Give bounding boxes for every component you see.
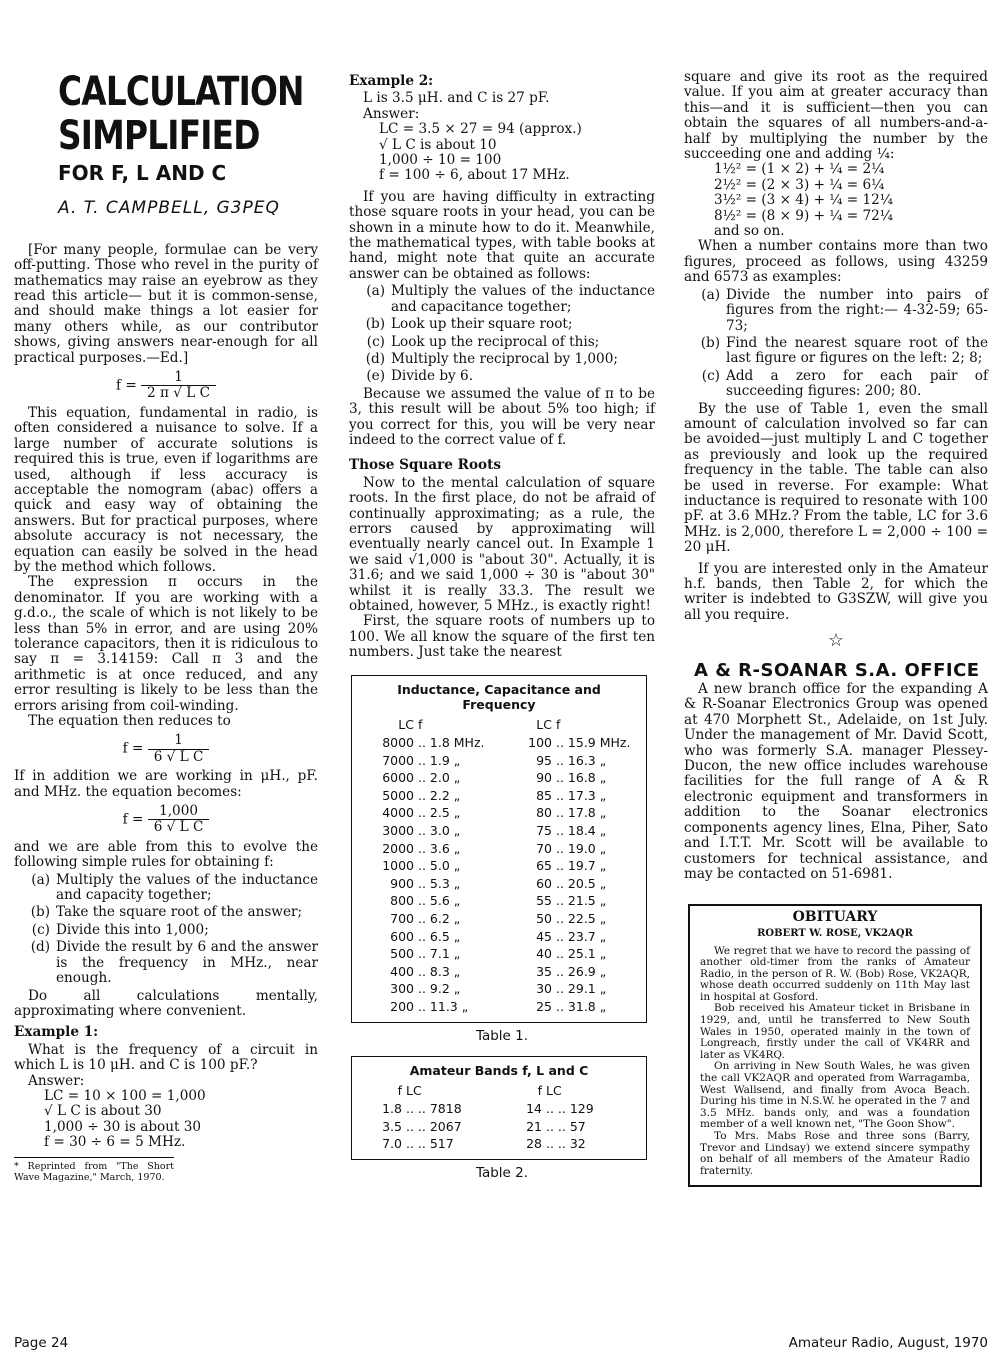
table-cell: 7000	[382, 752, 414, 768]
column-2	[349, 74, 655, 1181]
table-cell: 1000	[382, 858, 414, 874]
table-cell: .. 8.3 „	[418, 963, 461, 979]
author: A. T. CAMPBELL, G3PEQ	[58, 198, 280, 219]
table-cell: .. 2.5 „	[418, 805, 461, 821]
formula-1	[14, 370, 318, 402]
table-cell: 75	[536, 823, 552, 838]
table-row	[360, 998, 638, 1016]
list-item: (c) Add a zero for each pair of succeeding figures: 200; 80.	[701, 367, 988, 400]
table-cell: .. 7.1 „	[418, 946, 461, 962]
table-row	[360, 769, 638, 787]
squares-list: 1½² = (1 × 2) + ¼ = 2¼ 2½² = (2 × 3) + ¼ = 6¼ 3½² = (3 × 4) + ¼ = 12¼ 8½² = (8 × 9) + ¼ = 72¼ and so on.	[714, 161, 893, 240]
table-row	[360, 1135, 638, 1153]
table-cell: 7.0	[382, 1136, 402, 1152]
table-cell: .. 1.9 „	[418, 752, 461, 768]
paragraph: Now to the mental calculation of square roots. In the first place, do not be afraid of continually approximating; as a rule, the errors caused by approximating will eventually nearly cancel out. In Example 1 we said √1,000 is "about 30". Actually, it is 31.6; and we said 1,000 ÷ 30 is "about 30" whilst it is really 33.3. The result we obtained, however, 5 MHz., is exactly right!	[349, 474, 655, 614]
table-cell: 3.5	[382, 1118, 402, 1134]
table-cell: .. 2.0 „	[418, 770, 461, 786]
table-cell: .. 20.5 „	[556, 875, 607, 891]
table-cell: .. .. 517	[406, 1136, 454, 1152]
table-2-caption: Table 2.	[475, 1164, 529, 1181]
formula-1-denominator: 2 π √ L C	[147, 385, 211, 402]
table-cell: 4000	[382, 805, 414, 821]
list-item: (d) Divide the result by 6 and the answer is the frequency in MHz., near enough.	[30, 939, 318, 987]
paragraph: The expression π occurs in the denominator. If you are working with a g.d.o., the scale of which is not likely to be less than 5% in error, and are using 20% tolerance capacitors, then it is ridiculous to say π = 3.14159: Call π 3 and the arithmetic is at once reduced, and any error resulting is likely to be less than the errors arising from coil-winding.	[14, 574, 318, 714]
table-row	[360, 1118, 638, 1136]
table-row	[360, 1100, 638, 1118]
table-cell: .. 16.8 „	[556, 770, 607, 786]
table-1-caption: Table 1.	[475, 1027, 529, 1044]
table-cell: 45	[536, 928, 552, 944]
table-cell: 95	[536, 752, 552, 768]
table-2-header: f LC f LC	[397, 1083, 562, 1099]
table-cell: 400	[390, 963, 414, 979]
table-cell: 90	[536, 770, 552, 786]
table-cell: .. 18.4 „	[556, 823, 607, 838]
page-number: Page 24	[14, 1335, 69, 1351]
table-row	[360, 945, 638, 963]
table-2	[351, 1056, 647, 1160]
table-cell: 8000	[382, 735, 414, 751]
table-cell: 200	[390, 998, 414, 1014]
list-item: (c) Look up the reciprocal of this;	[366, 333, 600, 350]
paragraph: If you are having difficulty in extracting those square roots in your head, you can be shown in a minute how to do it. Meanwhile, the mathematical types, with table books at hand, might note that quite an accurate answer can be obtained as follows:	[349, 188, 655, 282]
list-item: (a) Divide the number into pairs of figures from the right:— 4-32-59; 65-73;	[701, 286, 988, 334]
formula-2-denominator: 6 √ L C	[153, 748, 204, 765]
list-item: (d) Multiply the reciprocal by 1,000;	[365, 350, 618, 367]
table-cell: .. 31.8 „	[556, 998, 607, 1014]
table-cell: .. 2.2 „	[418, 787, 461, 803]
formula-2-lhs: f =	[122, 740, 144, 757]
table-cell: 65	[536, 858, 552, 874]
table-cell: .. .. 2067	[406, 1118, 462, 1134]
paragraph: The equation then reduces to	[28, 713, 231, 729]
table-2-title: Amateur Bands f, L and C	[409, 1062, 589, 1078]
table-1-title: Inductance, Capacitance and Frequency	[397, 681, 601, 713]
table-cell: .. 17.3 „	[556, 787, 607, 803]
example-2-calculation: LC = 3.5 × 27 = 94 (approx.) √ L C is about 10 1,000 ÷ 10 = 100 f = 100 ÷ 6, about 17 MHz.	[379, 121, 582, 184]
table-cell: .. 6.2 „	[418, 910, 461, 926]
table-cell: .. 6.5 „	[418, 928, 461, 944]
formula-2	[14, 733, 318, 765]
table-cell: .. .. 57	[546, 1118, 586, 1134]
editor-intro: [For many people, formulae can be very off-putting. Those who revel in the purity of mathematics may raise an eyebrow as they read this article— but it is common-sense, and should make things a lot easier for many others while, as our contributor shows, giving answers near-enough for all practical purposes.—Ed.]	[14, 241, 318, 366]
table-cell: 600	[390, 928, 414, 944]
paragraph: If you are interested only in the Amateur h.f. bands, then Table 2, for which the writer is indebted to G3SZW, will give you all you require.	[684, 560, 988, 623]
rules3-list	[684, 288, 988, 400]
table-cell: .. 29.1 „	[556, 981, 607, 997]
table-cell: .. 3.0 „	[418, 823, 461, 838]
table-cell: 28	[526, 1136, 542, 1152]
table-cell: 500	[390, 946, 414, 962]
example-2-answer-label: Answer:	[363, 105, 420, 122]
obituary-paragraph: We regret that we have to record the passing of another old-timer from the ranks of Amateur Radio, in the person of R. W. (Bob) Rose, VK2AQR, whose death occurred suddenly on 11th May last in hospital at Gosford.	[700, 944, 970, 1003]
table-row	[360, 857, 638, 875]
paragraph: This equation, fundamental in radio, is often considered a nuisance to solve. If a large number of accurate solutions is required this is true, even if logarithms are used, although if less accuracy is acceptable the nomogram (abac) offers a quick and easy way of obtaining the answers. But for practical purposes, where absolute accuracy is not necessary, the equation can easily be solved in the head by the method which follows.	[14, 404, 318, 575]
table-row	[360, 892, 638, 910]
table-cell: 3000	[382, 823, 414, 838]
obituary-paragraph: Bob received his Amateur ticket in Brisbane in 1929, and, until he transferred to New South Wales in 1950, operated mainly in the town of Longreach, firstly under the call of VK4RR and later as VK4RQ.	[700, 1002, 970, 1061]
obituary-box	[688, 904, 982, 1187]
square-roots-heading: Those Square Roots	[349, 457, 502, 474]
list-item: (b) Look up their square root;	[365, 316, 573, 333]
table-cell: .. 17.8 „	[556, 805, 607, 821]
formula-3-denominator: 6 √ L C	[153, 819, 204, 836]
table-cell: .. 19.7 „	[556, 858, 607, 874]
table-cell: .. 1.8 MHz.	[418, 735, 485, 751]
table-cell: .. 5.0 „	[418, 858, 461, 874]
formula-1-lhs: f =	[115, 377, 137, 394]
table-cell: .. .. 7818	[406, 1100, 462, 1116]
table-row	[360, 804, 638, 822]
rules2-list	[349, 284, 655, 384]
table-cell: .. 5.6 „	[418, 893, 461, 909]
soanar-article: A new branch office for the expanding A & R-Soanar Electronics Group was opened at 470 Morphett St., Adelaide, on 1st July. Under the management of Mr. David Scott, who was formerly S.A. manager Plessey-Ducon, the new office includes warehouse facilities for the full range of A & R electronic equipment and transformers in addition to the Soanar electronics components agency lines, Elna, Piher, Sato and I.T.T. Mr. Scott will be available to customers for technical assistance, and may be contacted on 51-6981.	[684, 681, 988, 882]
table-cell: 800	[390, 893, 414, 909]
subtitle: FOR F, L AND C	[58, 161, 227, 185]
table-1-body	[360, 734, 638, 1016]
paragraph: square and give its root as the required value. If you aim at greater accuracy than this—and it is sufficient—then you can obtain the squares of all numbers-and-a-half by multiplying the number by the succeeding one and adding ¼:	[684, 69, 988, 163]
formula-1-numerator: 1	[141, 370, 216, 386]
example-1-calculation: LC = 10 × 100 = 1,000 √ L C is about 30 1,000 ÷ 30 is about 30 f = 30 ÷ 6 = 5 MHz.	[44, 1087, 206, 1151]
table-cell: .. 9.2 „	[418, 981, 461, 997]
example-2-question: L is 3.5 μH. and C is 27 pF.	[363, 90, 550, 107]
table-cell: 900	[390, 875, 414, 891]
list-item: (c) Divide this into 1,000;	[31, 921, 209, 938]
formula-3-numerator: 1,000	[148, 804, 210, 820]
table-row	[360, 752, 638, 770]
table-cell: 700	[390, 910, 414, 926]
table-cell: .. 15.9 MHz.	[556, 735, 631, 751]
paragraph: and we are able from this to evolve the following simple rules for obtaining f:	[14, 838, 318, 871]
table-row	[360, 840, 638, 858]
table-cell: .. 23.7 „	[556, 928, 607, 944]
table-row	[360, 875, 638, 893]
paragraph: First, the square roots of numbers up to 100. We all know the square of the first ten numbers. Just take the nearest	[349, 613, 655, 661]
list-item: (b) Take the square root of the answer;	[30, 904, 303, 921]
table-cell: .. 3.6 „	[418, 840, 461, 856]
table-cell: 55	[536, 893, 552, 909]
publication-footer: Amateur Radio, August, 1970	[788, 1335, 988, 1351]
list-item: (b) Find the nearest square root of the last figure or figures on the left: 2; 8;	[700, 334, 988, 367]
table-cell: 5000	[382, 787, 414, 803]
list-item: (a) Multiply the values of the inductance and capacity together;	[31, 871, 318, 904]
table-cell: .. 22.5 „	[556, 910, 607, 926]
list-item: (a) Multiply the values of the inductance and capacitance together;	[366, 283, 655, 315]
example-1-answer-label: Answer:	[28, 1072, 85, 1089]
table-cell: .. 5.3 „	[418, 875, 461, 891]
example-2-heading: Example 2:	[349, 73, 434, 89]
paragraph: If in addition we are working in μH., pF. and MHz. the equation becomes:	[14, 768, 318, 800]
rules-list	[14, 873, 318, 987]
table-cell: .. 26.9 „	[556, 963, 607, 979]
table-cell: 21	[526, 1118, 542, 1134]
table-cell: 6000	[382, 770, 414, 786]
table-cell: 2000	[382, 840, 414, 856]
formula-3	[14, 804, 318, 836]
table-cell: 80	[536, 805, 552, 821]
table-cell: 25	[536, 998, 552, 1014]
table-row	[360, 910, 638, 928]
table-cell: .. 21.5 „	[556, 893, 607, 909]
example-1-question: What is the frequency of a circuit in which L is 10 μH. and C is 100 pF.?	[14, 1041, 318, 1074]
paragraph: Do all calculations mentally, approximating where convenient.	[14, 987, 318, 1019]
table-cell: 40	[536, 946, 552, 962]
table-cell: .. 16.3 „	[556, 752, 607, 768]
table-cell: 14	[526, 1100, 542, 1116]
table-cell: .. .. 129	[546, 1100, 594, 1116]
table-2-body	[360, 1100, 638, 1153]
obituary-paragraph: On arriving in New South Wales, he was given the call VK2AQR and operated from Warragamba, West Wallsend, and finally from Avoca Beach. During his time in N.S.W. he operated in the 7 and 3.5 MHz. bands only, and was a foundation member of a well known net, "The Goon Show".	[700, 1060, 970, 1131]
table-cell: 60	[536, 875, 552, 891]
table-1	[351, 675, 647, 1023]
title-line-2: SIMPLIFIED	[58, 113, 260, 159]
table-cell: 85	[536, 787, 552, 803]
table-row	[360, 822, 638, 840]
title-line-1: CALCULATION	[58, 69, 304, 115]
column-1	[14, 70, 318, 1183]
soanar-heading: A & R-SOANAR S.A. OFFICE	[694, 659, 980, 681]
table-row	[360, 787, 638, 805]
table-cell: 100	[528, 735, 552, 751]
formula-3-lhs: f =	[122, 811, 144, 828]
obituary-paragraph: To Mrs. Mabs Rose and three sons (Barry, Trevor and Lindsay) we extend sincere sympathy on behalf of all members of the Amateur Radio fraternity.	[700, 1130, 970, 1177]
table-row	[360, 980, 638, 998]
table-1-header: LC f LC f	[398, 717, 561, 733]
table-row	[360, 928, 638, 946]
star-icon: ☆	[827, 630, 845, 652]
table-row	[360, 734, 638, 752]
example-1-heading: Example 1:	[14, 1024, 99, 1041]
table-row	[360, 963, 638, 981]
table-cell: .. 25.1 „	[556, 946, 607, 962]
obituary-title: OBITUARY	[792, 909, 878, 926]
table-cell: 300	[390, 981, 414, 997]
table-cell: 50	[536, 910, 552, 926]
table-cell: 35	[536, 963, 552, 979]
column-3	[684, 70, 988, 1187]
table-cell: 1.8	[382, 1100, 402, 1116]
list-item: (e) Divide by 6.	[366, 368, 474, 385]
table-cell: .. 19.0 „	[556, 840, 607, 856]
table-cell: .. .. 32	[546, 1136, 586, 1152]
paragraph: Because we assumed the value of π to be 3, this result will be about 5% too high; if you correct for this, you will be very near indeed to the correct value of f.	[349, 385, 655, 448]
table-cell: 70	[536, 840, 552, 856]
paragraph: By the use of Table 1, even the small amount of calculation involved so far can be avoided—just multiply L and C together as previously and look up the required frequency in the table. The table can also be used in reverse. For example: What inductance is required to resonate with 100 pF. at 3.6 MHz.? From the table, LC for 3.6 MHz. is 2,000, therefore L = 2,000 ÷ 100 = 20 μH.	[684, 400, 988, 556]
table-cell: 30	[536, 981, 552, 997]
paragraph: When a number contains more than two figures, proceed as follows, using 43259 and 6573 as examples:	[684, 238, 988, 286]
footnote: * Reprinted from "The Short Wave Magazine," March, 1970.	[14, 1157, 174, 1183]
obituary-subtitle: ROBERT W. ROSE, VK2AQR	[757, 927, 913, 939]
table-cell: .. 11.3 „	[418, 998, 469, 1014]
formula-2-numerator: 1	[148, 733, 210, 749]
